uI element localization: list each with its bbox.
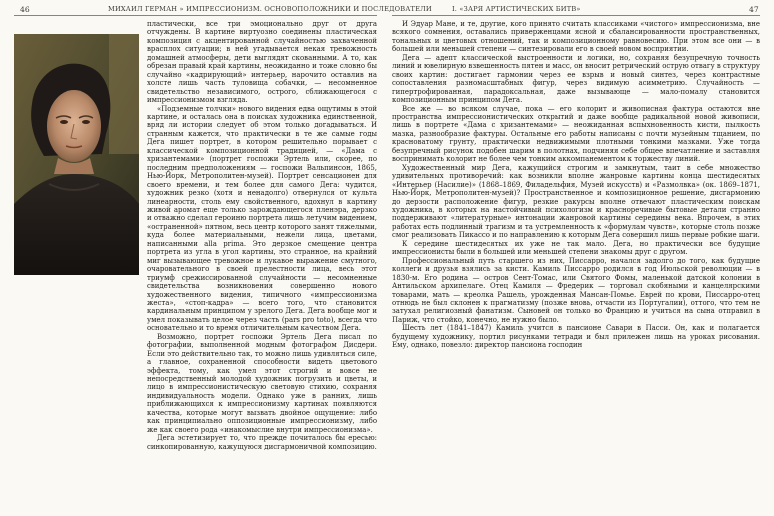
paragraph: Художественный мир Дега, кажущийся строгим и замкнутым, таит в себе множество удивительных противоречий: как возникли вполне жанровые картины конца шестидесятых «Интерьер (Насилие)» (1868–1869, Филадельфия, Музей искусств) и «Размолвка» (ок. 1869–1871, Нью-Йорк, Метрополитен-музей)? Пространственное и композиционное решение, дисгармонию до дерзости расположение фигур, резкие ракурсы вполне отвечают пластическим поискам художника, в которых на настойчивый психологизм и красноречивые бытовые детали странно поддерживают «литературные» интонации жанровой картины середины века. Впрочем, в этих работах есть подлинный трагизм и та устремленность к «формулам чувств», которые столь позже смог реализовать Пикассо и по направлению к которым Дега совершил лишь первые робкие шаги.: [392, 163, 760, 240]
right-running-head: I. «ЗАРЯ АРТИСТИЧЕСКИХ БИТВ»: [452, 5, 581, 13]
paragraph: «Подземные толчки» нового видения едва ощутимы в этой картине, и осталась она в поисках художника единственной, вряд ли истории следует об этом только догадываться. И странным кажется, что практически в те же самые годы Дега пишет портрет, в котором решительно порывает с классической композиционной традицией, — «Дама с хризантемами» (портрет госпожи Эртель или, скорее, по последним предположениям — госпожи Вальпинсон, 1865, Нью-Йорк, Метрополитен-музей). Портрет сенсационен для своего времени, и тем более для самого Дега: чудится, художник резко (хотя и ненадолго) отвернулся от культа линеарности, столь ему свойственного, вдохнул в картину живой аромат еще только зарождающегося пленэра, дерзко и отважно сделал героиню портрета лишь летучим видением, «остраненной» пятном, весь центр которого занят тяжелыми, куда более материальными, нежели лица, цветами, написанными alla prima. Это дерзкое смещение центра портрета из угла в угол картины, это странное, на крайний миг вызывающее тревожное и лукавое выражение смутного, очаровательного в своей прелестности лица, весь этот триумф срежиссированной случайности — несомненные свидетельства возникновения совершенно нового художественного видения, типичного «импрессионизма жеста», «стоп-кадра» — всего того, что становится кардинальным принципом у зрелого Дега. Дега вообще мог и умел показывать целое через часть (pars pro toto), всегда что основательно и то время отличительным качеством Дега.: [147, 104, 377, 333]
paragraph: пластически, все три эмоционально друг от друга отчуждены. В картине виртуозно соединены пластическая композиция с акцентированной случайностью захваченной врасплох ситуации; в ней угадывается некая тревожность домашней атмосферы, дети выглядят скованными. А то, как обрезан правый край картины, неожиданно и тоже словно бы случайно «кадрирующий» интерьер, нарочито оставлив на холсте лишь часть туловища собачки, — несомненное свидетельство независимого, острого, сближающегося с импрессионизмом взгляда.: [147, 20, 377, 105]
left-running-head: МИХАИЛ ГЕРМАН » ИМПРЕССИОНИЗМ. ОСНОВОПОЛОЖНИКИ И ПОСЛЕДОВАТЕЛИ: [108, 5, 432, 13]
left-header-rule: [14, 15, 377, 16]
paragraph: Профессиональный путь старшего из них, Писсарро, начался задолго до того, как будущие коллеги и друзья взялись за кисти. Камиль Писсарро родился в год Июльской революции — в 1830-м. Его родина — остров Сент-Томас, или Святого Фомы, маленькой датской колонии в Антильском архипелаге. Отец Камиля — Фредерик — торговал скобяными и канцелярскими товарами, мать — креолка Рашель, урожденная Мансан-Помье. Еврей по крови, Писсарро-отец отнюдь не был склонен к прагматизму (позже вновь, отчасти из Португалии), оттого, что тем не затухал религиозный фанатизм. Сыновей он только во Францию и учиться на сына отправил в Париж, что стойко, конечно, не нужно было.: [392, 256, 760, 324]
left-page-number: 46: [20, 5, 30, 14]
left-text-column: [147, 20, 377, 451]
paragraph: Все же — во всяком случае, пока — его колорит и живописная фактура остаются вне пространства импрессионистических открытий и даже вообще радикальной новой живописи, лишь в портрете «Дама с хризантемами» — неожиданная вспыхновенность кисти, пылкость мазка, разнообразие фактуры. Остальные его работы написаны с почти музейным тщанием, по красноватому грунту, практически недвижимыми плотными тонкими мазками. Уже тогда безупречный рисунок подобен шарим в полотнах, подчиняя себе общее впечатление и заставляя воспринимать колорит не более чем тонким аккомпанементом к торжеству линий.: [392, 104, 760, 164]
right-page-number: 47: [749, 5, 759, 14]
paragraph: Шесть лет (1841–1847) Камиль учится в пансионе Савари в Пасси. Он, как и полагается будущему художнику, портил рисунками тетради и был прилежен лишь на уроках рисования. Ему, однако, повезло: директор пансиона господин: [392, 324, 760, 350]
paragraph: Возможно, портрет госпожи Эртель Дега писал по фотографии, выполненной модным фотографом Дисдери. Если это действительно так, то можно лишь удивляться силе, а главное, сохраненной способности видеть цветового эффекта, тому, как умел этот строгий и вовсе не непосредственный молодой художник погрузить и цветы, и лицо в импрессионистическую световую стихию, сохраняя индивидуальность модели. Однако уже в ранних, лишь приближающихся к импрессионизму картинах появляются качества, которые могут вызвать двойное ощущение: либо как принципиально оппозиционные импрессионизму, либо же как своего рода «инакомыслие внутри импрессионизма».: [147, 332, 377, 434]
paragraph: К середине шестидесятых их уже не так мало. Дега, но практически все будущие импрессионисты были в большей или меньшей степени знакомы друг с другом.: [392, 239, 760, 257]
paragraph: Дега — адепт классической выстроенности и логики, но, сохраняя безупречную точность линий и ювелирную взвешенность пятен и масс, он вносит ретрический острую отвагу в структуру своих картин: достигает гармонии через ее взрыв и новый синтез, через контрастные сопоставления разномасштабных фигур, через видимую асимметрию. Случайность — гипертрофированная, парадоксальная, даже вызывающе — мало-помалу становится композиционным принципом Дега.: [392, 53, 760, 105]
paragraph: Дега эстетизирует то, что прежде почиталось бы ересью: синкопированную, кажущуюся дисгармоничной композицию.: [147, 434, 377, 451]
paragraph: И Эдуар Мане, и те, другие, кого принято считать классиками «чистого» импрессионизма, вне всякого сомнения, оставались приверженцами ясной и сбалансированности пространственных, тональных и цветовых отношений, так и композиционному равновесию. При этом все они — в большей или меньшей степени — синтезировали его в своей новом восприятии.: [392, 20, 760, 54]
portrait-painting-icon: [14, 34, 139, 275]
right-text-column: [392, 20, 760, 350]
right-header-rule: [392, 15, 760, 16]
